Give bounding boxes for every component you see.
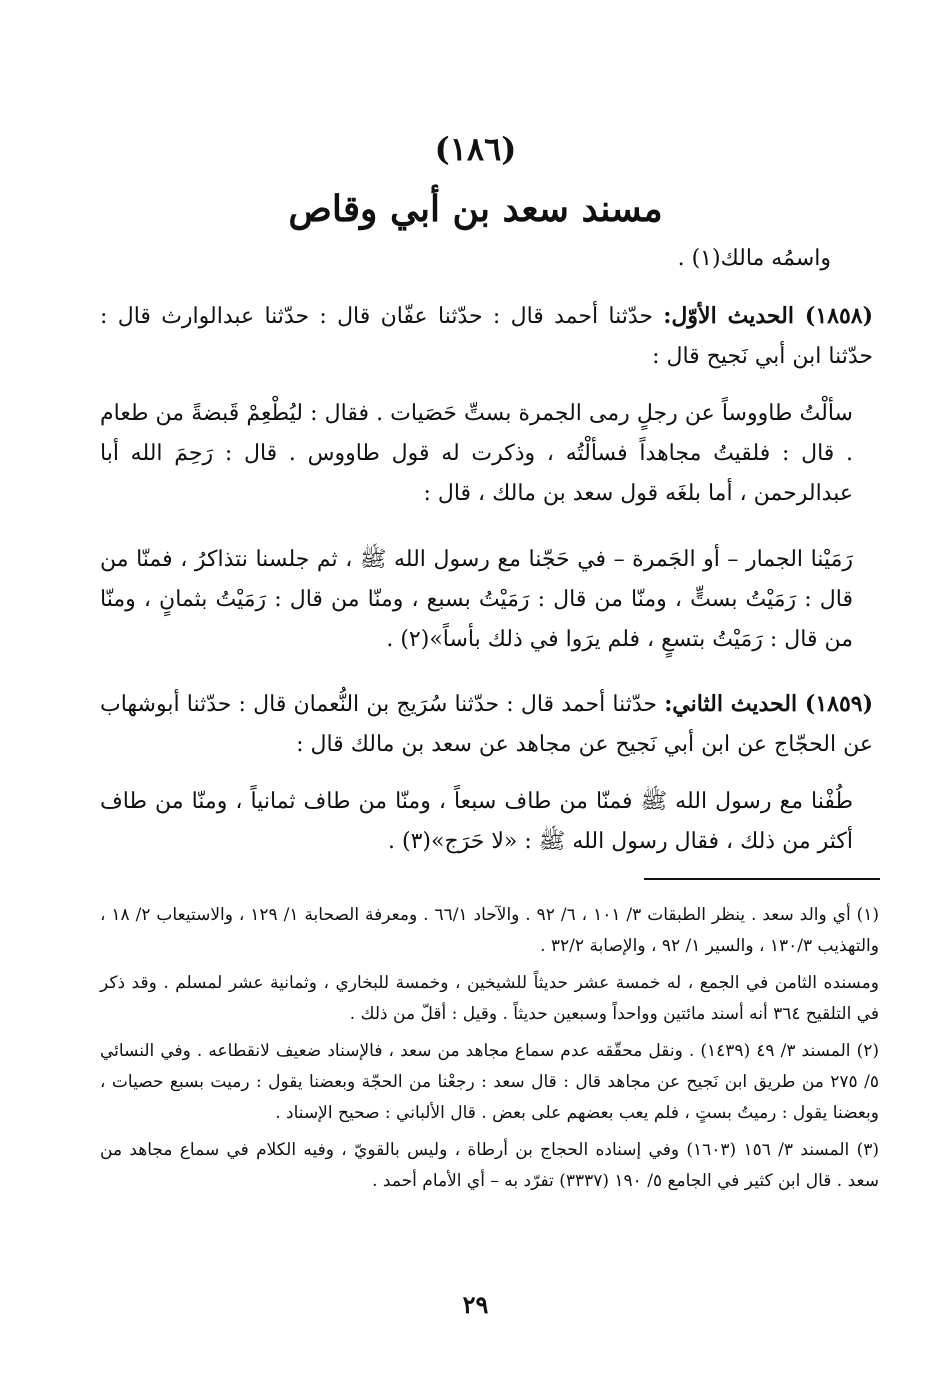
footnote-3 [100,1135,879,1197]
hadith-2-isnad [100,684,873,765]
hadith-1-text-a [100,394,873,514]
footnote-1-more: ومسنده الثامن في الجمع ، له خمسة عشر حديثاً للشيخين ، وخمسة للبخاري ، وثمانية عشر لمسلم . وقد ذكر في التلقيح ٣٦٤ أنه أسند مائتين وواحداً وسبعين حديثاً . وقيل : أقلّ من ذلك . [100,973,879,1024]
hadith-1-paragraph-a: سألْتُ طاووساً عن رجلٍ رمى الجمرة بستِّ حَصَيات . فقال : ليُطْعِمْ قَبضةً من طعام . قال : فلقيتُ مجاهداً فسألْتُه ، وذكرت له قول طاووس . قال : رَحِمَ الله أبا عبدالرحمن ، أما بلغَه قول سعد بن مالك ، قال : [100,401,853,506]
page-subtitle: واسمُه مالك(١) . [677,246,831,271]
hadith-2-chain [100,684,873,765]
page-title: مسند سعد بن أبي وقاص [288,188,663,230]
footnotes [100,900,879,1203]
footnote-divider [644,878,880,880]
hadith-2-text [100,782,873,862]
hadith-1-isnad-text: حدّثنا أحمد قال : حدّثنا عفّان قال : حدّثنا عبدالوارث قال : حدّثنا ابن أبي نَجيح قال : [100,304,873,369]
hadith-2-lead: (١٨٥٩) الحديث الثاني: [664,691,873,717]
footnote-1 [100,900,879,962]
hadith-1-isnad [100,296,873,377]
footnote-1-continued [100,968,879,1030]
footnote-3-text: (٣) المسند ٣/ ١٥٦ (١٦٠٣) وفي إسناده الحجاج بن أرطاة ، وليس بالقويّ ، وفيه الكلام في سماع مجاهد من سعد . قال ابن كثير في الجامع ٥/ ١٩٠ (٣٣٣٧) تفرّد به – أي الأمام أحمد . [100,1140,879,1191]
footnote-1-text: (١) أي والد سعد . ينظر الطبقات ٣/ ١٠١ ، ٦/ ٩٢ . والآحاد ٦٦/١ . ومعرفة الصحابة ١/ ١٢٩ ، والاستيعاب ٢/ ١٨ ، والتهذيب ١٣٠/٣ ، والسير ١/ ٩٢ ، والإصابة ٣٢/٢ . [100,905,880,956]
hadith-1-text-b [100,540,873,660]
hadith-1-lead: (١٨٥٨) الحديث الأوّل: [663,303,873,329]
footnote-2 [100,1036,879,1129]
hadith-1-paragraph-b: رَمَيْنا الجمار – أو الجَمرة – في حَجّنا مع رسول الله ﷺ ، ثم جلسنا نتذاكرُ ، فمنّا من قال : رَمَيْتُ بستٍّ ، ومنّا من قال : رَمَيْتُ بسبع ، ومنّا من قال : رَمَيْتُ بثمانٍ ، ومنّا من قال : رَمَيْتُ بتسعٍ ، فلم يرَوا في ذلك بأساً»(٢) . [100,547,853,652]
page-number: ٢٩ [462,1290,489,1319]
section-number: (١٨٦) [434,130,517,168]
hadith-2-paragraph: طُفْنا مع رسول الله ﷺ فمنّا من طاف سبعاً ، ومنّا من طاف ثمانياً ، ومنّا من طاف أكثر من ذلك ، فقال رسول الله ﷺ : «لا حَرَج»(٣) . [100,789,853,854]
hadith-2-isnad-text: حدّثنا أحمد قال : حدّثنا سُرَيج بن النُّعمان قال : حدّثنا أبوشهاب عن الحجّاج عن ابن أبي نَجيح عن مجاهد عن سعد بن مالك قال : [100,692,873,757]
hadith-1-chain [100,296,873,377]
footnote-2-text: (٢) المسند ٣/ ٤٩ (١٤٣٩) . ونقل محقّقه عدم سماع مجاهد من سعد ، فالإسناد ضعيف لانقطاعه . وفي النسائي ٥/ ٢٧٥ من طريق ابن نَجيح عن مجاهد قال : قال سعد : رجعْنا من الحجّة وبعضنا يقول : رميت بسبع حصيات ، وبعضنا يقول : رميتُ بستٍ ، فلم يعب بعضهم على بعض . قال الألباني : صحيح الإسناد . [100,1041,879,1123]
